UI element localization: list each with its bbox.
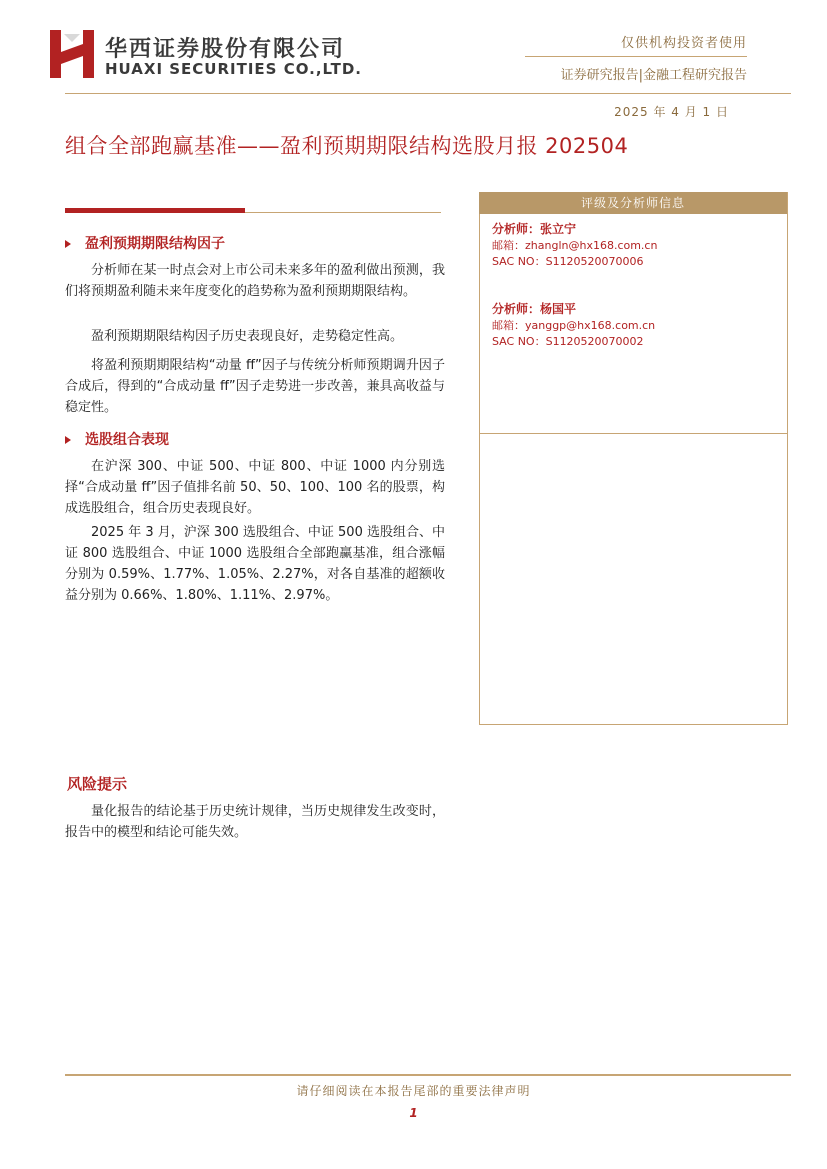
triangle-bullet-icon bbox=[65, 240, 71, 248]
footer-divider bbox=[65, 1074, 791, 1076]
company-name-en: HUAXI SECURITIES CO.,LTD. bbox=[105, 60, 362, 78]
company-name-cn: 华西证券股份有限公司 bbox=[105, 37, 346, 62]
paragraph: 分析师在某一时点会对上市公司未来多年的盈利做出预测，我们将预期盈利随未来年度变化的趋势称为盈利预期期限结构。 bbox=[65, 263, 445, 299]
panel-border-left bbox=[479, 214, 480, 724]
analyst-sac: SAC NO：S1120520070002 bbox=[492, 335, 644, 348]
analyst-email: 邮箱：yanggp@hx168.com.cn bbox=[492, 319, 656, 332]
paragraph: 将盈利预期期限结构“动量 ff”因子与传统分析师预期调升因子合成后，得到的“合成动量 ff”因子走势进一步改善，兼具高收益与稳定性。 bbox=[65, 358, 445, 415]
title-accent-line bbox=[245, 212, 441, 213]
page-number: 1 bbox=[409, 1106, 418, 1120]
paragraph: 在沪深 300、中证 500、中证 800、中证 1000 内分别选择“合成动量 ff”因子值排名前 50、50、100、100 名的股票，构成选股组合，组合历史表现良好。 bbox=[65, 459, 445, 516]
triangle-bullet-icon bbox=[65, 436, 71, 444]
section-heading: 选股组合表现 bbox=[65, 429, 169, 449]
title-accent-bar bbox=[65, 208, 245, 213]
risk-text: 量化报告的结论基于历史统计规律，当历史规律发生改变时，报告中的模型和结论可能失效。 bbox=[65, 804, 445, 840]
report-date: 2025 年 4 月 1 日 bbox=[614, 105, 729, 119]
paragraph: 盈利预期期限结构因子历史表现良好，走势稳定性高。 bbox=[91, 329, 404, 344]
report-type: 证券研究报告|金融工程研究报告 bbox=[560, 68, 747, 83]
analyst-panel bbox=[479, 192, 788, 725]
analyst-name: 分析师：杨国平 bbox=[492, 302, 577, 316]
panel-heading: 评级及分析师信息 bbox=[479, 192, 787, 214]
panel-divider bbox=[479, 433, 787, 434]
restriction-note: 仅供机构投资者使用 bbox=[620, 36, 747, 51]
analyst-sac: SAC NO：S1120520070006 bbox=[492, 255, 644, 268]
header-divider bbox=[65, 93, 791, 94]
risk-heading: 风险提示 bbox=[67, 775, 128, 793]
huaxi-logo-icon bbox=[50, 30, 94, 78]
legal-notice: 请仔细阅读在本报告尾部的重要法律声明 bbox=[296, 1084, 531, 1098]
report-title: 组合全部跑赢基准——盈利预期期限结构选股月报 202504 bbox=[65, 134, 629, 158]
paragraph: 2025 年 3 月，沪深 300 选股组合、中证 500 选股组合、中证 800 选股组合、中证 1000 选股组合全部跑赢基准，组合涨幅分别为 0.59%、1.77%、1.05%、2.27%，对各自基准的超额收益分别为 0.66%、1.80%、1.11%、2.97%。 bbox=[65, 525, 445, 603]
analyst-name: 分析师：张立宁 bbox=[492, 222, 577, 236]
section-heading: 盈利预期期限结构因子 bbox=[65, 233, 225, 253]
analyst-email: 邮箱：zhangln@hx168.com.cn bbox=[492, 239, 658, 252]
header-divider-short bbox=[525, 56, 747, 57]
